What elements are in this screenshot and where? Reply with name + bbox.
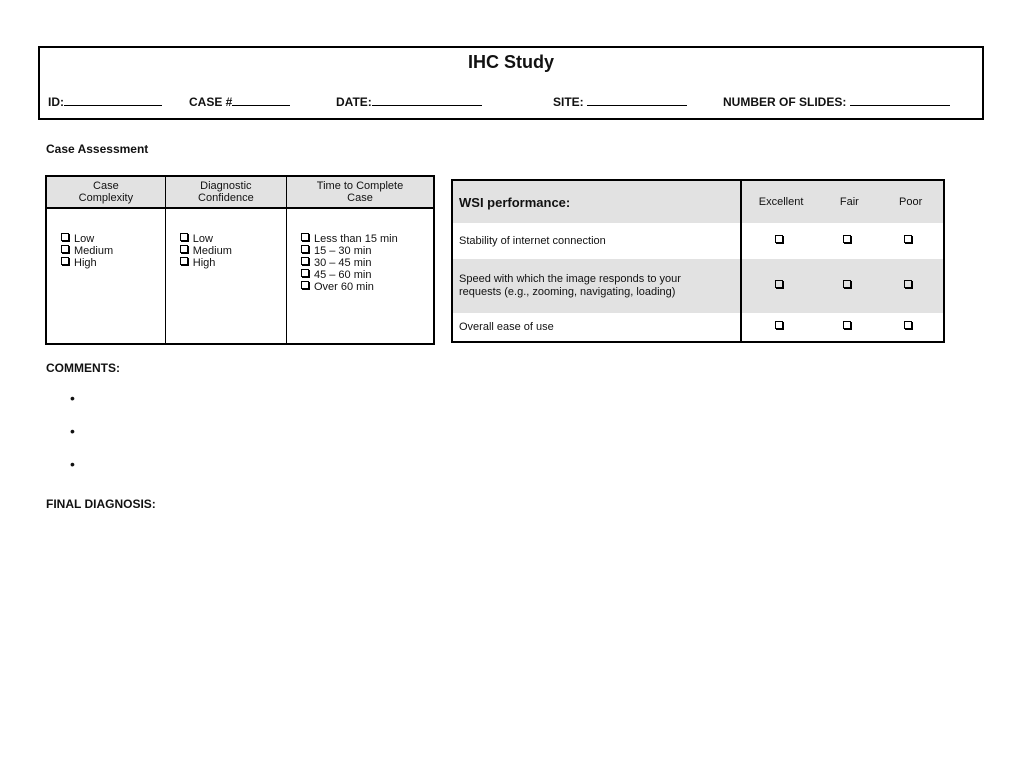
site-label: SITE:: [553, 95, 584, 109]
rating-excellent-header: Excellent: [741, 180, 821, 223]
site-line[interactable]: [587, 93, 687, 106]
case-assessment-title: Case Assessment: [46, 142, 149, 156]
checkbox-icon[interactable]: [904, 280, 912, 288]
complexity-option[interactable]: High: [61, 257, 161, 269]
final-diagnosis-title: FINAL DIAGNOSIS:: [46, 497, 156, 511]
comments-title: COMMENTS:: [46, 361, 120, 375]
comment-bullet[interactable]: •: [70, 456, 75, 472]
time-option[interactable]: Less than 15 min: [301, 233, 429, 245]
form-title: IHC Study: [467, 52, 554, 72]
wsi-heading: WSI performance:: [452, 180, 741, 223]
checkbox-icon[interactable]: [301, 257, 309, 265]
wsi-performance-table: [451, 179, 945, 343]
slides-label: NUMBER OF SLIDES:: [723, 95, 847, 109]
id-line[interactable]: [64, 93, 162, 106]
wsi-question: Stability of internet connection: [459, 234, 606, 247]
slides-field[interactable]: [723, 93, 950, 109]
rating-fair-header: Fair: [820, 180, 878, 223]
comment-bullet[interactable]: •: [70, 423, 75, 439]
time-options: [286, 208, 434, 344]
checkbox-icon[interactable]: [180, 257, 188, 265]
rating-poor-header: Poor: [878, 180, 944, 223]
wsi-question: Overall ease of use: [459, 320, 554, 333]
checkbox-icon[interactable]: [61, 245, 69, 253]
time-option[interactable]: 15 – 30 min: [301, 245, 429, 257]
case-field[interactable]: [189, 93, 290, 109]
case-label: CASE #: [189, 95, 233, 109]
comment-bullet[interactable]: •: [70, 390, 75, 406]
site-field[interactable]: [553, 93, 687, 109]
date-field[interactable]: [336, 93, 482, 109]
checkbox-icon[interactable]: [301, 233, 309, 241]
confidence-option[interactable]: High: [180, 257, 282, 269]
checkbox-icon[interactable]: [843, 321, 851, 329]
checkbox-icon[interactable]: [904, 235, 912, 243]
checkbox-icon[interactable]: [301, 269, 309, 277]
checkbox-icon[interactable]: [61, 257, 69, 265]
time-header: Time to Complete Case: [286, 176, 434, 208]
complexity-header: Case Complexity: [46, 176, 165, 208]
case-line[interactable]: [232, 93, 290, 106]
checkbox-icon[interactable]: [843, 235, 851, 243]
wsi-question: Speed with which the image responds to your requests (e.g., zooming, navigating, loading): [452, 259, 741, 313]
checkbox-icon[interactable]: [301, 281, 309, 289]
time-option[interactable]: 45 – 60 min: [301, 269, 429, 281]
case-assessment-table: [45, 175, 435, 345]
id-field[interactable]: [48, 93, 162, 109]
checkbox-icon[interactable]: [904, 321, 912, 329]
checkbox-icon[interactable]: [775, 235, 783, 243]
confidence-option[interactable]: Medium: [180, 245, 282, 257]
id-label: ID:: [48, 95, 64, 109]
checkbox-icon[interactable]: [61, 233, 69, 241]
wsi-row-stability: [452, 223, 944, 259]
form-header: [38, 46, 984, 120]
checkbox-icon[interactable]: [180, 245, 188, 253]
comments-list[interactable]: [70, 388, 75, 487]
time-option[interactable]: 30 – 45 min: [301, 257, 429, 269]
wsi-row-speed: [452, 259, 944, 313]
checkbox-icon[interactable]: [301, 245, 309, 253]
confidence-option[interactable]: Low: [180, 233, 282, 245]
wsi-row-ease: [452, 313, 944, 342]
confidence-header: Diagnostic Confidence: [165, 176, 286, 208]
date-label: DATE:: [336, 95, 372, 109]
time-option[interactable]: Over 60 min: [301, 281, 429, 293]
slides-line[interactable]: [850, 93, 950, 106]
checkbox-icon[interactable]: [180, 233, 188, 241]
checkbox-icon[interactable]: [843, 280, 851, 288]
complexity-option[interactable]: Low: [61, 233, 161, 245]
checkbox-icon[interactable]: [775, 321, 783, 329]
confidence-options: [165, 208, 286, 344]
checkbox-icon[interactable]: [775, 280, 783, 288]
complexity-option[interactable]: Medium: [61, 245, 161, 257]
complexity-options: [46, 208, 165, 344]
date-line[interactable]: [372, 93, 482, 106]
